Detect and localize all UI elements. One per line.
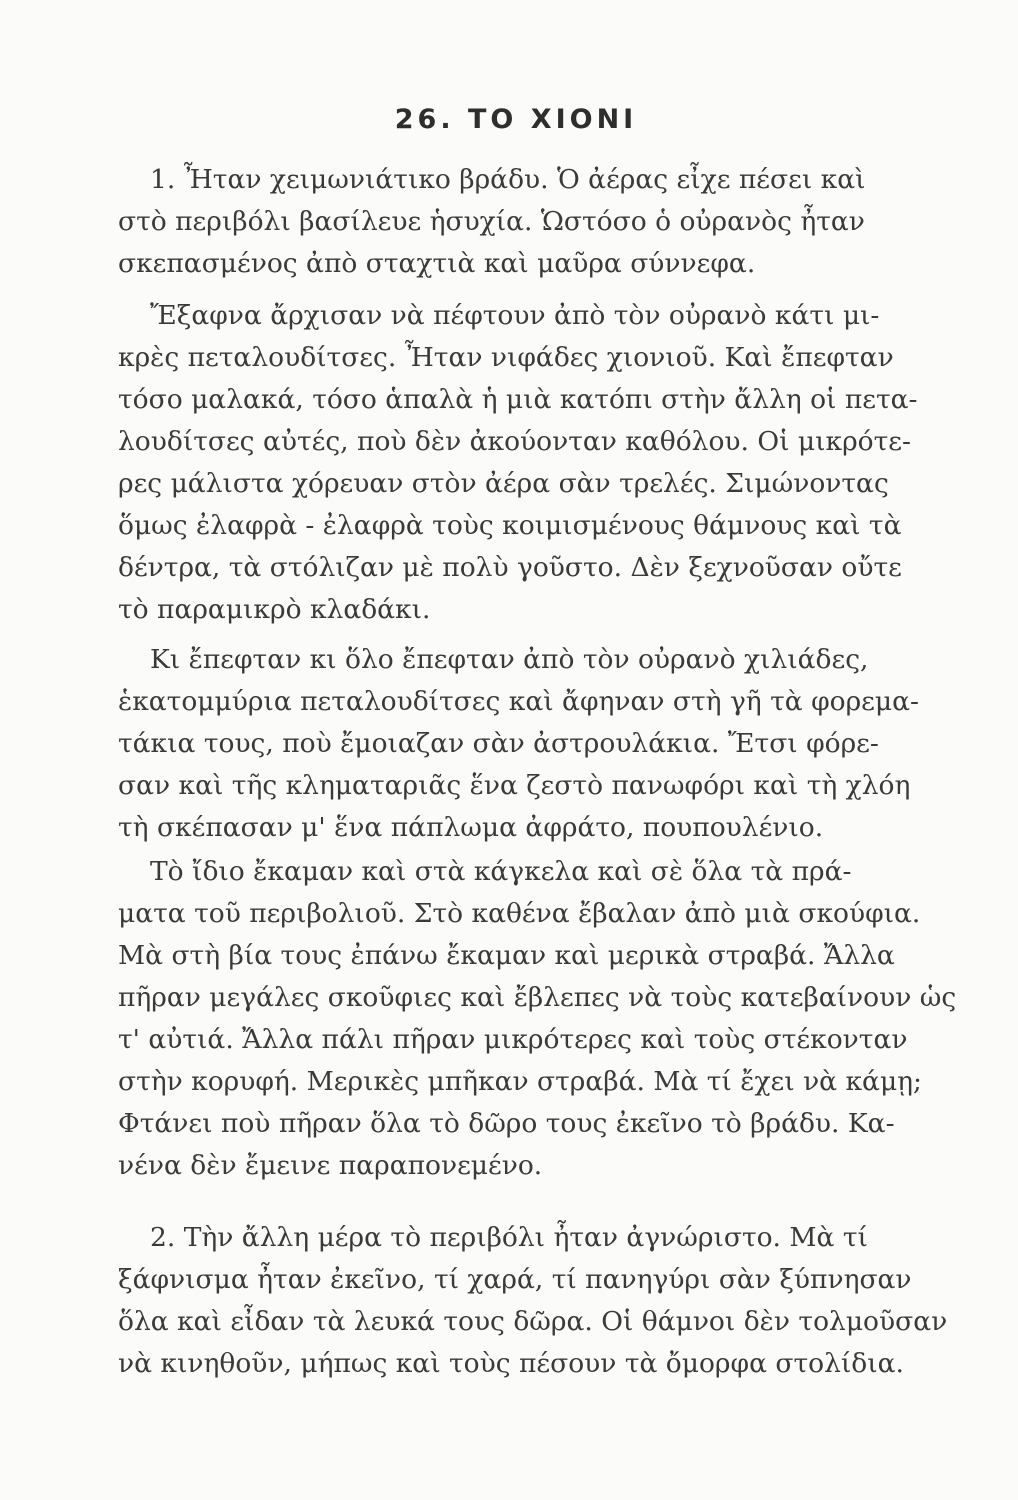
chapter-title: 26. ΤΟ ΧΙΟΝΙ	[394, 104, 638, 135]
text-line: 2. Τὴν ἄλλη μέρα τὸ περιβόλι ἦταν ἀγνώριστο. Μὰ τί	[150, 1222, 868, 1253]
text-line: λουδίτσες αὐτές, ποὺ δὲν ἀκούονταν καθόλου. Οἱ μικρότε-	[118, 426, 911, 457]
text-line: τ' αὐτιά. Ἄλλα πάλι πῆραν μικρότερες καὶ τοὺς στέκονταν	[118, 1024, 908, 1055]
text-line: Κι ἔπεφταν κι ὅλο ἔπεφταν ἀπὸ τὸν οὐρανὸ χιλιάδες,	[150, 644, 869, 675]
text-line: σκεπασμένος ἀπὸ σταχτιὰ καὶ μαῦρα σύννεφα.	[118, 248, 756, 279]
text-line: νὰ κινηθοῦν, μήπως καὶ τοὺς πέσουν τὰ ὄμορφα στολίδια.	[118, 1348, 904, 1379]
text-line: τὸ παραμικρὸ κλαδάκι.	[118, 594, 431, 625]
text-line: τάκια τους, ποὺ ἔμοιαζαν σὰν ἀστρουλάκια. Ἔτσι φόρε-	[118, 728, 879, 759]
text-line: κρὲς πεταλουδίτσες. Ἦταν νιφάδες χιονιοῦ. Καὶ ἔπεφταν	[118, 342, 894, 373]
text-line: τὴ σκέπασαν μ' ἕνα πάπλωμα ἀφράτο, πουπουλένιο.	[118, 812, 824, 843]
text-line: ἑκατομμύρια πεταλουδίτσες καὶ ἄφηναν στὴ γῆ τὰ φορεμα-	[118, 686, 919, 717]
text-line: νένα δὲν ἔμεινε παραπονεμένο.	[118, 1150, 543, 1181]
text-line: Μὰ στὴ βία τους ἐπάνω ἔκαμαν καὶ μερικὰ στραβά. Ἄλλα	[118, 940, 895, 971]
text-line: ὅλα καὶ εἶδαν τὰ λευκά τους δῶρα. Οἱ θάμνοι δὲν τολμοῦσαν	[118, 1306, 948, 1337]
text-line: στὴν κορυφή. Μερικὲς μπῆκαν στραβά. Μὰ τί ἔχει νὰ κάμῃ;	[118, 1066, 922, 1097]
text-line: Τὸ ἴδιο ἔκαμαν καὶ στὰ κάγκελα καὶ σὲ ὅλα τὰ πρά-	[150, 856, 852, 887]
text-line: πῆραν μεγάλες σκοῦφιες καὶ ἔβλεπες νὰ τοὺς κατεβαίνουν ὡς	[118, 982, 957, 1013]
text-line: σαν καὶ τῆς κληματαριᾶς ἕνα ζεστὸ πανωφόρι καὶ τὴ χλόη	[118, 770, 911, 801]
text-line: Ἔξαφνα ἄρχισαν νὰ πέφτουν ἀπὸ τὸν οὐρανὸ κάτι μι-	[150, 300, 880, 331]
text-line: ὅμως ἐλαφρὰ - ἐλαφρὰ τοὺς κοιμισμένους θάμνους καὶ τὰ	[118, 510, 902, 541]
text-line: 1. Ἦταν χειμωνιάτικο βράδυ. Ὁ ἀέρας εἶχε πέσει καὶ	[150, 164, 866, 195]
text-line: δέντρα, τὰ στόλιζαν μὲ πολὺ γοῦστο. Δὲν ξεχνοῦσαν οὔτε	[118, 552, 902, 583]
text-line: Φτάνει ποὺ πῆραν ὅλα τὸ δῶρο τους ἐκεῖνο τὸ βράδυ. Κα-	[118, 1108, 895, 1139]
text-line: ξάφνισμα ἦταν ἐκεῖνο, τί χαρά, τί πανηγύρι σὰν ξύπνησαν	[118, 1264, 912, 1295]
text-line: ρες μάλιστα χόρευαν στὸν ἀέρα σὰν τρελές. Σιμώνοντας	[118, 468, 889, 499]
text-line: τόσο μαλακά, τόσο ἁπαλὰ ἡ μιὰ κατόπι στὴν ἄλλη οἱ πετα-	[118, 384, 918, 415]
text-line: στὸ περιβόλι βασίλευε ἡσυχία. Ὡστόσο ὁ οὐρανὸς ἦταν	[118, 206, 865, 237]
text-line: ματα τοῦ περιβολιοῦ. Στὸ καθένα ἔβαλαν ἀπὸ μιὰ σκούφια.	[118, 898, 921, 929]
